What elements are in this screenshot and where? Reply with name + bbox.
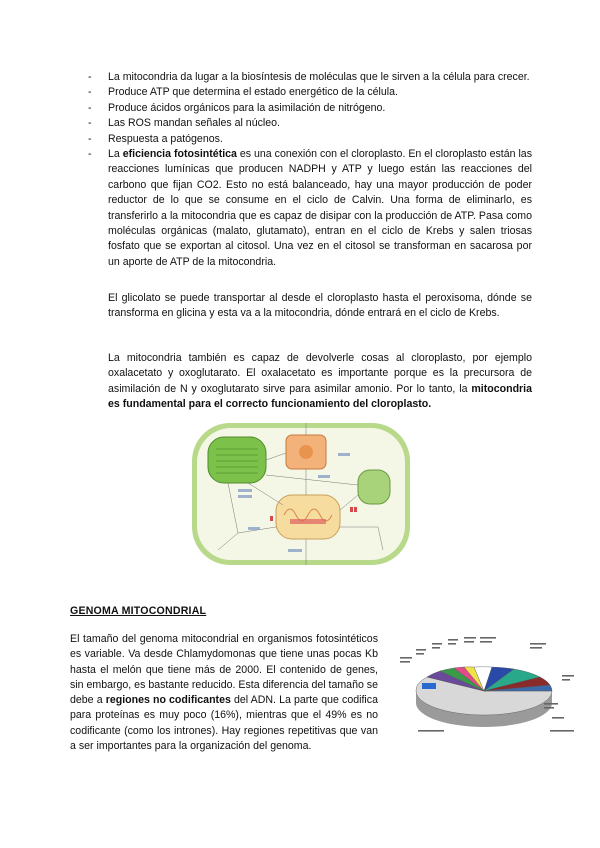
genome-text-bold: regiones no codificantes [105,694,231,707]
list-item [86,132,532,147]
section-title: GENOMA MITOCONDRIAL [70,605,207,617]
bullet-dash: - [88,132,92,145]
paragraph-devolver-text: La mitocondria también es capaz de devolverle cosas al cloroplasto, por ejemplo oxalacetato y oxoglutarato. El oxalacetato es importante porque es la precursora de asimilación de N y oxoglutarato sirve para asimilar amonio. Por lo tanto, la [108,352,532,395]
bullet-dash: - [88,71,92,83]
genome-pie-chart [392,633,582,733]
chloroplast [208,437,266,483]
list-item-text-pre: La [108,148,123,161]
nucleolus [299,445,313,459]
paragraph-devolver-bold: mitocondria es fundamental para el correcto funcionamiento del cloroplasto. [108,382,532,411]
list-item-text: La mitocondria da lugar a la biosíntesis de moléculas que le sirven a la célula para crecer. [108,71,530,83]
list-item-text: Las ROS mandan señales al núcleo. [108,117,280,130]
list-item-text: Produce ácidos orgánicos para la asimilación de nitrógeno. [108,101,386,114]
list-item-text: Respuesta a patógenos. [108,132,223,145]
cell-interaction-diagram [178,415,423,575]
pie-slices [416,667,552,715]
peroxisome [358,470,390,504]
list-item [86,116,532,131]
list-item [86,101,532,116]
paragraph-glicolato: El glicolato se puede transportar al desde el cloroplasto hasta el peroxisoma, dónde se transforma en glicina y esta va a la mitocondria, dónde entrará en el ciclo de Krebs. [108,292,532,320]
bullet-dash: - [88,117,92,130]
list-item [86,70,532,85]
genome-text-post: del ADN. La parte que codifica para proteínas es muy poco (16%), mientras que el 49% es no codificante (como los intrones). Hay regiones repetitivas que van a ser importantes para la organización del genoma. [70,694,378,753]
bullet-dash: - [88,148,92,161]
list-item-text-bold: eficiencia fotosintética [122,148,237,161]
genome-text-pre: El tamaño del genoma mitocondrial en organismos fotosintéticos es variable. Va desde Chlamydomonas que tiene unas pocas Kb hasta el melón que tiene más de 2000. El contenido de genes, sin embargo, es bastante reducido. Esta diferencia del tamaño se debe a [70,633,378,707]
list-item [86,85,532,100]
pie-slice-detached [422,683,436,689]
list-item-text-post: es una conexión con el cloroplasto. En el cloroplasto están las reacciones lumínicas que producen NADPH y ATP y luego están las reacciones del carbono que fijan CO2. Esto no está balanceado, hay una mayor producción de poder reductor de lo que se consume en el ciclo de Calvin. Una forma de eliminarlo, es transferirlo a la mitocondria que es capaz de disipar con la producción de ATP. Pasa como moléculas orgánicas (malato, glutamato), entran en el ciclo de Krebs y salen triosas fosfato que se exportan al citosol. Una vez en el citosol se transforman en sacarosa por un aporte de ATP de la mitocondria. [108,148,532,268]
mitochondrial-dna [290,519,326,524]
list-item [86,147,532,270]
genome-paragraph [70,632,378,754]
function-list [86,70,532,270]
paragraph-devolver [108,351,532,413]
bullet-dash: - [88,101,92,114]
bullet-dash: - [88,86,92,99]
list-item-text: Produce ATP que determina el estado energético de la célula. [108,86,398,99]
